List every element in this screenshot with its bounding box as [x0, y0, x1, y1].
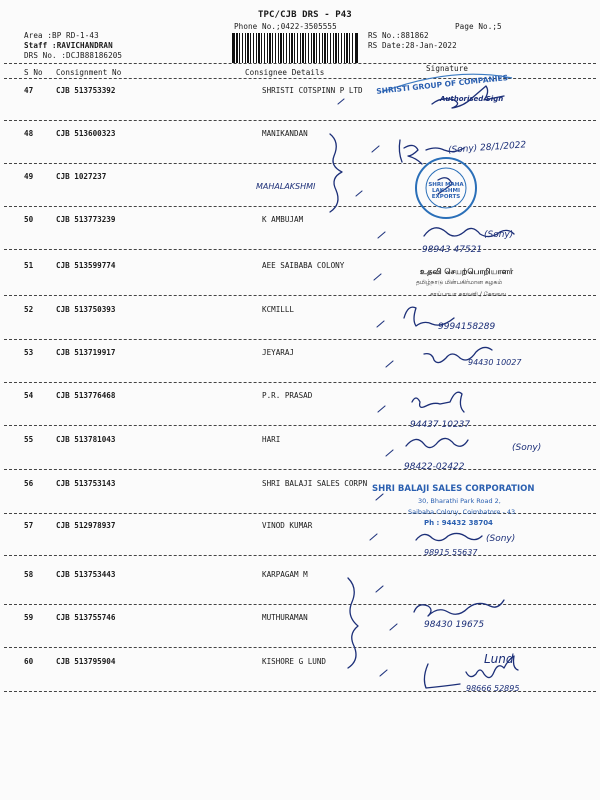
- col-sno: S No: [24, 68, 43, 77]
- row-sno: 53: [24, 348, 34, 357]
- row-consignee: VINOD KUMAR: [262, 521, 313, 530]
- row-sno: 60: [24, 657, 34, 666]
- handwritten-note: 94437 10237: [410, 420, 471, 430]
- row-consignment: CJB 513753392: [56, 86, 116, 95]
- row-consignee: KCMILLL: [262, 305, 295, 314]
- stamp-text: உதவி செயற்பொறியாளர்: [420, 267, 513, 276]
- row-consignee: AEE SAIBABA COLONY: [262, 261, 345, 270]
- handwritten-note: 98430 19675: [424, 620, 485, 630]
- handwritten-note: (Sony): [484, 230, 514, 240]
- brace-mark: [330, 134, 342, 212]
- row-sno: 58: [24, 570, 34, 579]
- handwritten-note: 98943 47521: [422, 245, 483, 255]
- delivery-ticks: [338, 99, 397, 676]
- row-sno: 55: [24, 435, 34, 444]
- row-consignee: K AMBUJAM: [262, 215, 304, 224]
- handwritten-note: 98915 55637: [424, 548, 478, 557]
- handwritten-note: 9994158289: [438, 322, 496, 332]
- row-consignment: CJB 513781043: [56, 435, 116, 444]
- row-sno: 52: [24, 305, 34, 314]
- row-consignment: CJB 512978937: [56, 521, 116, 530]
- stamp-text: 30, Bharathi Park Road 2,: [418, 497, 501, 505]
- handwritten-note: 98666 52895: [466, 684, 520, 693]
- row-consignment: CJB 1027237: [56, 172, 107, 181]
- rs-number: RS No.:881862: [368, 31, 429, 40]
- stamp-text: SHRI BALAJI SALES CORPORATION: [372, 484, 535, 494]
- row-sno: 48: [24, 129, 34, 138]
- handwritten-note: (Sony): [486, 534, 516, 544]
- row-sno: 49: [24, 172, 34, 181]
- row-sno: 56: [24, 479, 34, 488]
- row-consignee: MUTHURAMAN: [262, 613, 308, 622]
- row-consignee: SHRI BALAJI SALES CORPN: [262, 479, 368, 488]
- row-consignment: CJB 513795904: [56, 657, 116, 666]
- row-sno: 54: [24, 391, 34, 400]
- signature-scribble: [416, 533, 482, 540]
- row-consignment: CJB 513600323: [56, 129, 116, 138]
- row-consignee: KISHORE G LUND: [262, 657, 327, 666]
- signature-scribble: [406, 438, 468, 447]
- row-sno: 51: [24, 261, 34, 270]
- row-consignment: CJB 513753443: [56, 570, 116, 579]
- drs-number: DRS No. :DCJB88186205: [24, 51, 123, 60]
- row-consignee: P.R. PRASAD: [262, 391, 313, 400]
- phone-number: Phone No.;0422-3505555: [234, 22, 337, 31]
- col-signature: Signature: [426, 64, 469, 73]
- handwritten-note: Lund: [484, 652, 514, 666]
- row-consignment: CJB 513755746: [56, 613, 116, 622]
- col-consignee: Consignee Details: [245, 68, 325, 77]
- row-consignee: KARPAGAM M: [262, 570, 308, 579]
- row-consignee: MANIKANDAN: [262, 129, 308, 138]
- sheet-title: TPC/CJB DRS - P43: [258, 10, 352, 20]
- col-consignment: Consignment No: [56, 68, 122, 77]
- handwritten-note: 94430 10027: [468, 358, 522, 367]
- stamp-text: SHRI MAHA LAKSHMI EXPORTS: [428, 182, 464, 200]
- handwritten-note: (Sony): [512, 443, 542, 453]
- row-consignment: CJB 513773239: [56, 215, 116, 224]
- staff-name: Staff :RAVICHANDRAN: [24, 41, 113, 50]
- stamp-text: Authorised Sign: [440, 95, 504, 103]
- brace-mark: [348, 578, 358, 668]
- page-number: Page No.;5: [455, 22, 502, 31]
- signature-scribble: [414, 600, 504, 616]
- stamp-text: Saibaba Colony, Coimbatore - 43: [408, 508, 516, 516]
- handwritten-note: MAHALAKSHMI: [256, 182, 316, 191]
- row-consignment: CJB 513750393: [56, 305, 116, 314]
- row-sno: 57: [24, 521, 34, 530]
- row-consignee: JEYARAJ: [262, 348, 295, 357]
- handwritten-note: 98422-02422: [404, 462, 465, 472]
- stamp-text: SHRISTI GROUP OF COMPANIES: [375, 73, 509, 96]
- stamp-text: Ph : 94432 38704: [424, 519, 493, 527]
- row-sno: 50: [24, 215, 34, 224]
- row-consignment: CJB 513753143: [56, 479, 116, 488]
- handwritten-note: (Sony) 28/1/2022: [447, 140, 527, 156]
- area-code: Area :BP RD-1-43: [24, 31, 99, 40]
- stamp-text: சாய்பாபா காலனி / கோவை: [430, 291, 507, 298]
- row-consignee: SHRISTI COTSPINN P LTD: [262, 86, 363, 95]
- signature-scribble: [412, 392, 464, 412]
- row-consignment: CJB 513776468: [56, 391, 116, 400]
- row-consignment: CJB 513599774: [56, 261, 116, 270]
- row-sno: 47: [24, 86, 34, 95]
- row-sno: 59: [24, 613, 34, 622]
- row-consignee: HARI: [262, 435, 281, 444]
- stamp-text: தமிழ்நாடு மின்பகிர்மான கழகம்: [416, 279, 503, 286]
- row-consignment: CJB 513719917: [56, 348, 116, 357]
- rs-date: RS Date:28-Jan-2022: [368, 41, 457, 50]
